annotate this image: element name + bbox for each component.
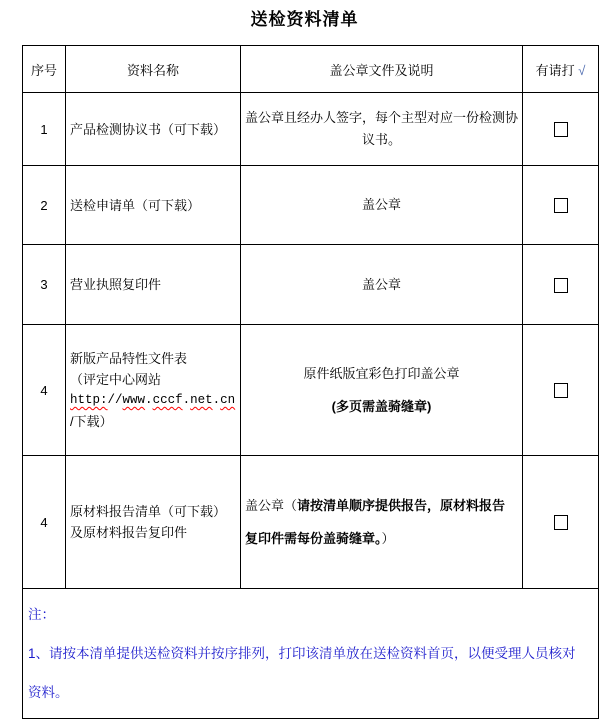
table-row bbox=[23, 166, 599, 245]
url-segment: net bbox=[190, 393, 213, 407]
row4-name-line1: 新版产品特性文件表 bbox=[70, 351, 188, 366]
row5-desc-bold: 请按清单顺序提供报告，原材料报告复印件需每份盖骑缝章。 bbox=[245, 498, 506, 546]
url-segment: . bbox=[145, 393, 153, 407]
header-check bbox=[523, 46, 599, 93]
notes-item-1: 1、请按本清单提供送检资料并按序排列，打印该清单放在送检资料首页，以便受理人员核对资料。 bbox=[28, 646, 576, 700]
url-segment: http: bbox=[70, 393, 108, 407]
row3-checkbox-cell bbox=[523, 245, 599, 325]
row4-desc-line1: 原件纸版宜彩色打印盖公章 bbox=[303, 365, 460, 381]
row4-desc bbox=[241, 325, 523, 456]
row4-no: 4 bbox=[23, 325, 66, 456]
notes-row bbox=[23, 589, 599, 719]
url-segment: www bbox=[122, 393, 146, 407]
header-check-label: 有请打 bbox=[535, 62, 579, 78]
table-row bbox=[23, 93, 599, 166]
row5-no: 4 bbox=[23, 456, 66, 589]
table-header-row bbox=[23, 46, 599, 93]
table-row bbox=[23, 456, 599, 589]
row2-name: 送检申请单（可下载） bbox=[66, 166, 241, 245]
table-row bbox=[23, 325, 599, 456]
header-desc bbox=[241, 46, 523, 93]
row3-no: 3 bbox=[23, 245, 66, 325]
checkbox[interactable] bbox=[554, 278, 568, 293]
header-name bbox=[66, 46, 241, 93]
header-no: 序号 bbox=[23, 46, 66, 93]
url-segment: cn bbox=[220, 393, 236, 407]
notes-label: 注： bbox=[28, 607, 55, 622]
check-mark-icon: √ bbox=[578, 62, 586, 78]
url-segment: // bbox=[107, 393, 123, 407]
header-desc-label: 盖公章文件及说明 bbox=[329, 62, 434, 78]
checkbox[interactable] bbox=[554, 122, 568, 137]
row4-desc-line2: (多页需盖骑缝章) bbox=[331, 398, 432, 414]
cccf-url-link[interactable] bbox=[70, 390, 236, 411]
row3-desc: 盖公章 bbox=[241, 245, 523, 325]
row1-no: 1 bbox=[23, 93, 66, 166]
row4-checkbox-cell bbox=[523, 325, 599, 456]
row4-name-line2: （评定中心网站 bbox=[70, 372, 162, 387]
header-name-label: 资料名称 bbox=[126, 62, 179, 78]
notes-cell bbox=[23, 589, 599, 719]
row1-desc: 盖公章且经办人签字，每个主型对应一份检测协议书。 bbox=[241, 93, 523, 166]
checkbox[interactable] bbox=[554, 383, 568, 398]
row2-checkbox-cell bbox=[523, 166, 599, 245]
url-segment: . bbox=[182, 393, 191, 407]
checkbox[interactable] bbox=[554, 198, 568, 213]
row5-desc bbox=[241, 456, 523, 589]
row4-name bbox=[66, 325, 241, 456]
row5-desc-prefix: 盖公章（ bbox=[245, 498, 298, 513]
row4-name-line4: /下载） bbox=[70, 414, 113, 429]
url-segment: cccf bbox=[152, 393, 183, 407]
url-segment: . bbox=[212, 393, 221, 407]
page-title: 送检资料清单 bbox=[250, 10, 359, 29]
row1-name: 产品检测协议书（可下载） bbox=[66, 93, 241, 166]
row5-desc-suffix: ） bbox=[381, 531, 395, 546]
row5-checkbox-cell bbox=[523, 456, 599, 589]
checkbox[interactable] bbox=[554, 515, 568, 530]
row2-desc: 盖公章 bbox=[241, 166, 523, 245]
row2-no: 2 bbox=[23, 166, 66, 245]
checklist-table bbox=[22, 45, 599, 719]
row5-name: 原材料报告清单（可下载）及原材料报告复印件 bbox=[66, 456, 241, 589]
row3-name: 营业执照复印件 bbox=[66, 245, 241, 325]
row1-checkbox-cell bbox=[523, 93, 599, 166]
table-row bbox=[23, 245, 599, 325]
